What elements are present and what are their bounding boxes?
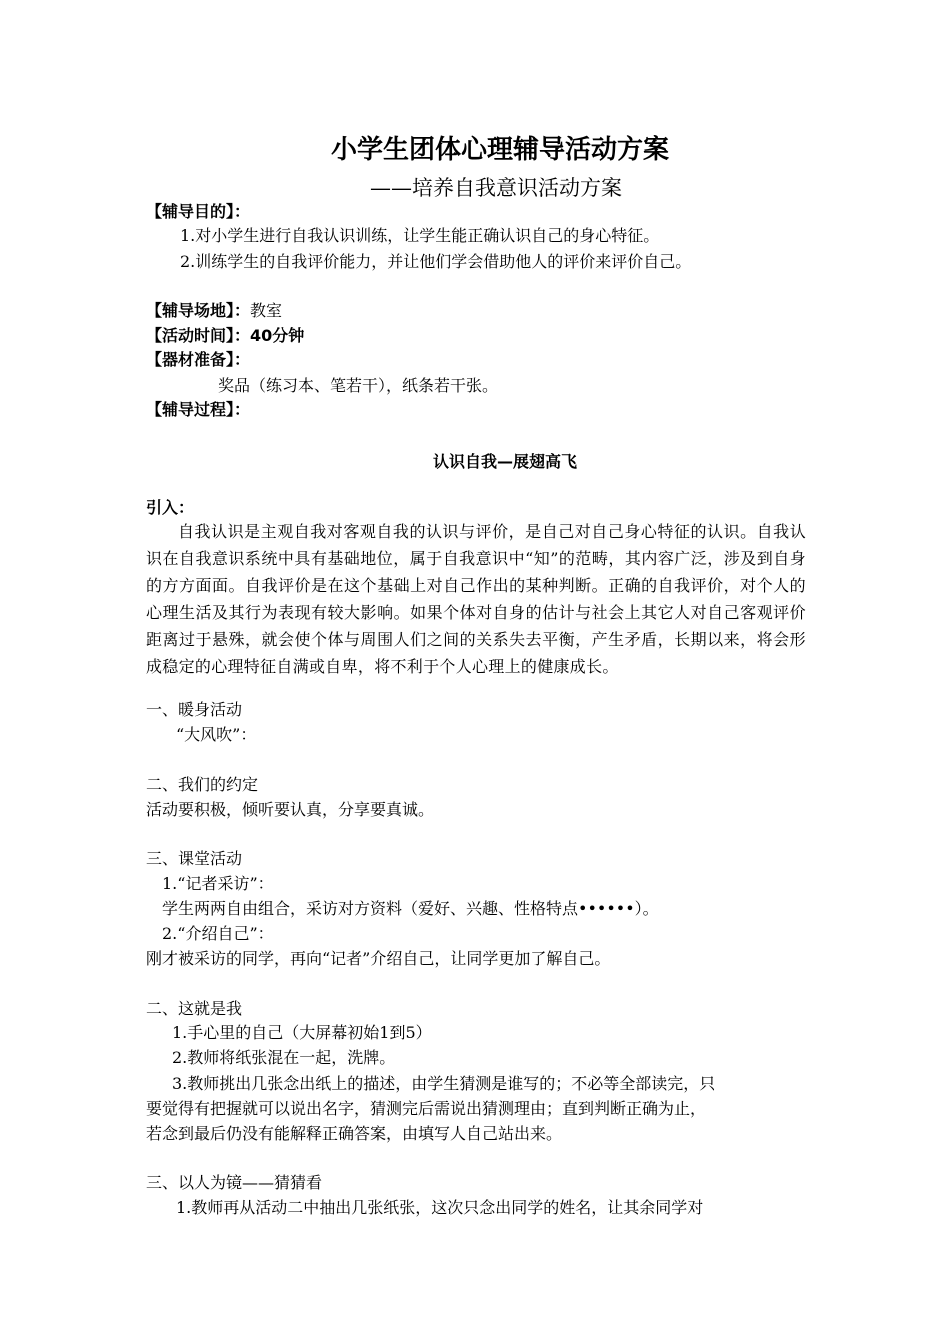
promise-heading: 二、我们的约定 <box>146 775 259 794</box>
this-is-me-item-3-line-1: 3.教师挑出几张念出纸上的描述，由学生猜测是谁写的；不必等全部读完，只 <box>172 1074 716 1093</box>
document-title: 小学生团体心理辅导活动方案 <box>330 135 669 165</box>
this-is-me-item-2: 2.教师将纸张混在一起，洗牌。 <box>172 1048 396 1067</box>
warmup-item: “大风吹”： <box>176 725 257 744</box>
materials-value: 奖品（练习本、笔若干），纸条若干张。 <box>218 376 499 395</box>
classroom-heading: 三、课堂活动 <box>146 849 243 868</box>
classroom-item-2-text: 刚才被采访的同学，再向“记者”介绍自己，让同学更加了解自己。 <box>146 949 611 968</box>
time-value: 40分钟 <box>250 326 305 345</box>
goal-heading: 【辅导目的】： <box>146 202 251 221</box>
goal-item-1: 1.对小学生进行自我认识训练，让学生能正确认识自己的身心特征。 <box>180 226 660 245</box>
mirror-item-1: 1.教师再从活动二中抽出几张纸张，这次只念出同学的姓名，让其余同学对 <box>176 1198 704 1217</box>
venue-value: 教室 <box>250 301 283 320</box>
warmup-heading: 一、暖身活动 <box>146 700 243 719</box>
mirror-heading: 三、以人为镜——猜猜看 <box>146 1173 323 1192</box>
classroom-item-1-text: 学生两两自由组合，采访对方资料（爱好、兴趣、性格特点••••••）。 <box>162 899 659 918</box>
process-heading: 【辅导过程】： <box>146 400 251 419</box>
intro-paragraph: 自我认识是主观自我对客观自我的认识与评价，是自己对自己身心特征的认识。自我认识在自我意识系统中具有基础地位，属于自我意识中“知”的范畴，其内容广泛，涉及到自身的方方面面。自我评价是在这个基础上对自己作出的某种判断。正确的自我评价，对个人的心理生活及其行为表现有较大影响。如果个体对自身的估计与社会上其它人对自己客观评价距离过于悬殊，就会使个体与周围人们之间的关系失去平衡，产生矛盾，长期以来，将会形成稳定的心理特征自满或自卑，将不利于个人心理上的健康成长。 <box>146 522 806 676</box>
this-is-me-heading: 二、这就是我 <box>146 999 243 1018</box>
section-title: 认识自我—展翅高飞 <box>433 452 578 471</box>
goal-item-2: 2.训练学生的自我评价能力，并让他们学会借助他人的评价来评价自己。 <box>180 252 692 271</box>
time-row <box>146 324 304 348</box>
document-subtitle: ——培养自我意识活动方案 <box>370 176 622 200</box>
materials-heading: 【器材准备】： <box>146 350 251 369</box>
this-is-me-item-3-line-2: 要觉得有把握就可以说出名字，猜测完后需说出猜测理由；直到判断正确为止， <box>146 1099 707 1118</box>
promise-text: 活动要积极，倾听要认真，分享要真诚。 <box>146 800 435 819</box>
this-is-me-item-3-line-3: 若念到最后仍没有能解释正确答案，由填写人自己站出来。 <box>146 1124 563 1143</box>
time-heading: 【活动时间】： <box>146 326 251 345</box>
venue-row <box>146 299 282 323</box>
classroom-item-1: 1.“记者采访”： <box>162 874 274 893</box>
venue-heading: 【辅导场地】： <box>146 301 251 320</box>
classroom-item-2: 2.“介绍自己”： <box>162 924 274 943</box>
this-is-me-item-1: 1.手心里的自己（大屏幕初始1到5） <box>172 1023 432 1042</box>
intro-heading: 引入： <box>146 498 195 517</box>
